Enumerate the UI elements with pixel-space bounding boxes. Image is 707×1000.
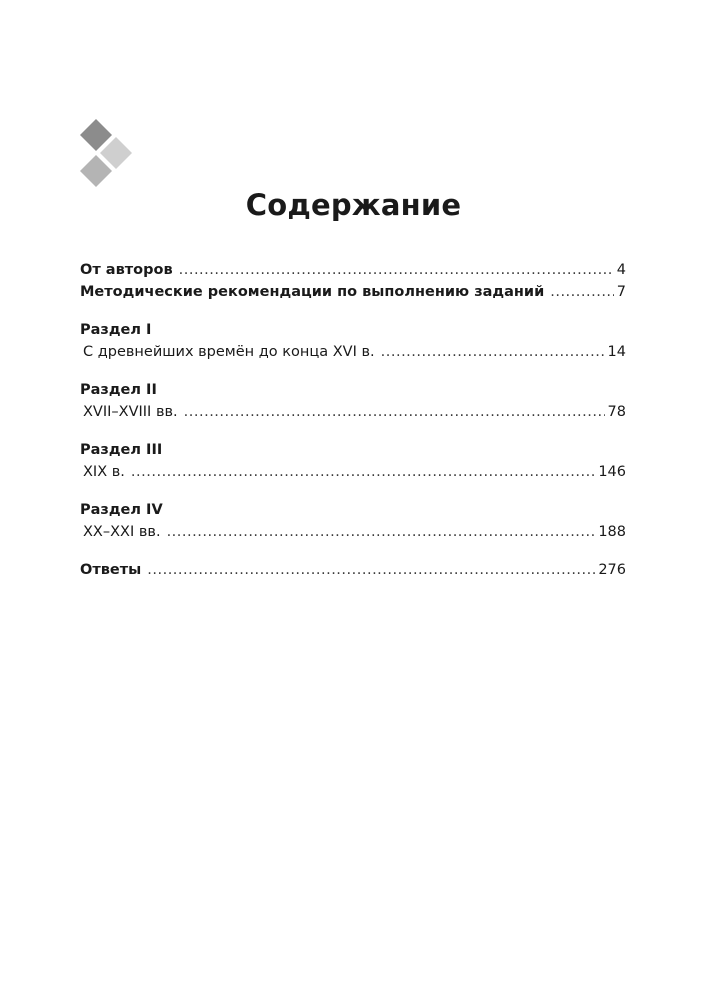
toc-entry-label: XX–XXI вв. <box>83 524 161 540</box>
dot-leader <box>147 559 595 581</box>
toc-entry-label: Ответы <box>80 562 142 578</box>
toc-entry-label: С древнейших времён до конца XVI в. <box>83 344 375 360</box>
section-heading-2: Раздел II <box>80 382 157 398</box>
toc-entry-page: 14 <box>607 344 626 360</box>
section-heading-1: Раздел I <box>80 322 152 338</box>
section-heading-4: Раздел IV <box>80 502 163 518</box>
toc-entry-label: XIX в. <box>83 464 125 480</box>
page-title: Содержание <box>245 188 462 222</box>
toc-entry-label: От авторов <box>80 262 173 278</box>
toc-entry-section-3[interactable] <box>80 461 626 483</box>
table-of-contents <box>80 259 626 581</box>
toc-entry-answers[interactable] <box>80 559 626 581</box>
section-heading-3: Раздел III <box>80 442 163 458</box>
toc-entry-page: 188 <box>598 524 626 540</box>
dot-leader <box>131 461 595 483</box>
toc-entry-section-4[interactable] <box>80 521 626 543</box>
dot-leader <box>184 401 605 423</box>
toc-entry-label: Методические рекомендации по выполнению заданий <box>80 284 545 300</box>
toc-entry-page: 78 <box>607 404 626 420</box>
toc-entry-page: 4 <box>616 262 626 278</box>
dot-leader <box>381 341 605 363</box>
toc-entry-section-1[interactable] <box>80 341 626 363</box>
toc-entry-page: 7 <box>616 284 626 300</box>
toc-entry-page: 146 <box>598 464 626 480</box>
diamonds-logo <box>78 117 136 189</box>
toc-entry-guidelines[interactable] <box>80 281 626 303</box>
toc-entry-authors[interactable] <box>80 259 626 281</box>
dot-leader <box>179 259 614 281</box>
toc-entry-section-2[interactable] <box>80 401 626 423</box>
dot-leader <box>550 281 614 303</box>
toc-entry-label: XVII–XVIII вв. <box>83 404 178 420</box>
toc-entry-page: 276 <box>598 562 626 578</box>
dot-leader <box>167 521 596 543</box>
